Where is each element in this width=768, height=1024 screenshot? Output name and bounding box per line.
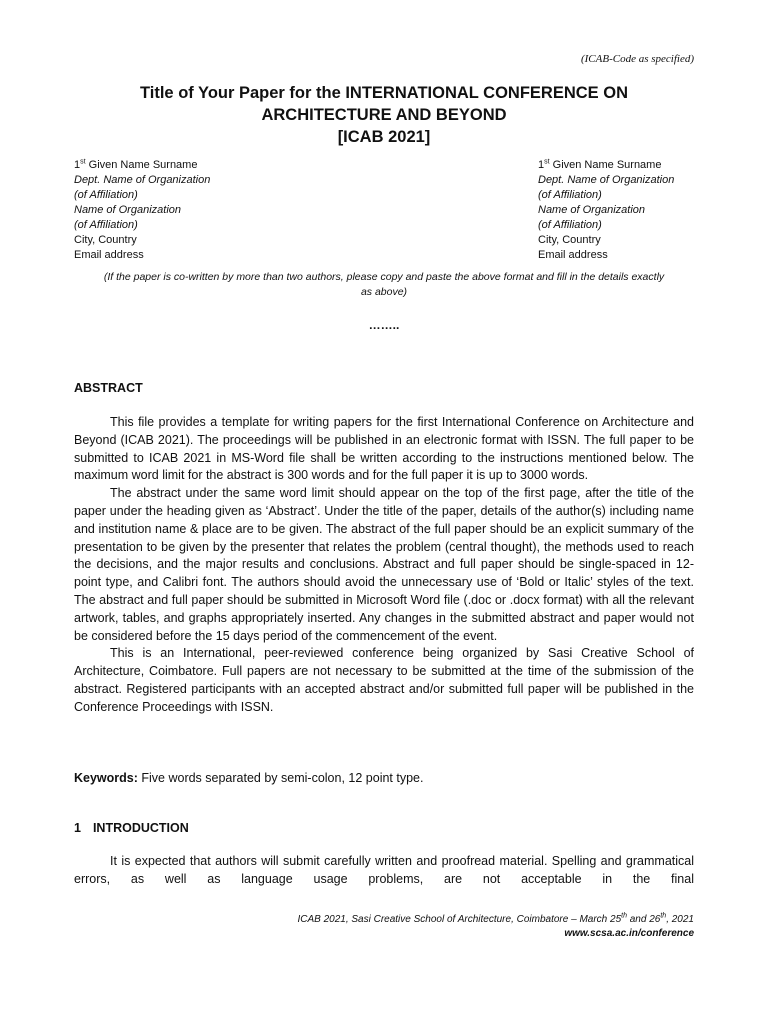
author-dept: Dept. Name of Organization xyxy=(538,174,675,186)
author-organization: Name of Organization xyxy=(74,204,181,216)
abstract-body xyxy=(74,414,694,717)
footer-url[interactable]: www.scsa.ac.in/conference xyxy=(564,928,694,939)
section-number: 1 xyxy=(74,821,81,835)
title-line-2: ARCHITECTURE AND BEYOND xyxy=(261,106,507,124)
author-affiliation: (of Affiliation) xyxy=(538,189,602,201)
page-footer xyxy=(297,913,694,941)
author-block-1 xyxy=(74,158,210,263)
author-affiliation: (of Affiliation) xyxy=(74,189,138,201)
author-name: 1st Given Name Surname xyxy=(74,158,198,171)
author-affiliation: (of Affiliation) xyxy=(74,219,138,231)
section-separator: …….. xyxy=(368,318,400,332)
introduction-paragraph: It is expected that authors will submit carefully written and proofread material. Spelling and grammatical errors, as well as language usage problems, are not acceptable in the final xyxy=(74,854,694,886)
abstract-paragraph: This is an International, peer-reviewed conference being organized by Sasi Creative School of Architecture, Coimbatore. Full papers are not necessary to be submitted at the time of the submission of the abstract. Registered participants with an accepted abstract and/or submitted full paper will be published in the Conference Proceedings with ISSN. xyxy=(74,646,694,714)
author-dept: Dept. Name of Organization xyxy=(74,174,211,186)
icab-code-note: (ICAB-Code as specified) xyxy=(580,53,694,65)
author-name: 1st Given Name Surname xyxy=(538,158,662,171)
introduction-heading xyxy=(74,821,201,835)
author-email: Email address xyxy=(74,249,144,261)
author-affiliation: (of Affiliation) xyxy=(538,219,602,231)
author-organization: Name of Organization xyxy=(538,204,645,216)
abstract-paragraph: This file provides a template for writing papers for the first International Conference on Architecture and Beyond (ICAB 2021). The proceedings will be published in an electronic format with ISSN. The full paper to be submitted to ICAB 2021 in MS-Word file shall be written according to the instructions mentioned below. The maximum word limit for the abstract is 300 words and for the full paper it is up to 3000 words. xyxy=(74,415,694,483)
keywords-text: Five words separated by semi-colon, 12 point type. xyxy=(137,771,424,785)
introduction-body xyxy=(74,853,694,889)
author-city: City, Country xyxy=(74,234,137,246)
author-city: City, Country xyxy=(538,234,601,246)
paper-title xyxy=(0,82,768,148)
title-line-1: Title of Your Paper for the INTERNATIONAL CONFERENCE ON xyxy=(139,84,628,102)
coauthor-instruction: (If the paper is co-written by more than two authors, please copy and paste the above format and fill in the details exactly as above) xyxy=(103,271,665,298)
title-line-3: [ICAB 2021] xyxy=(337,128,431,146)
keywords-line xyxy=(74,771,423,785)
keywords-label: Keywords: xyxy=(74,771,138,785)
section-title: INTRODUCTION xyxy=(92,821,189,835)
footer-conference-line: ICAB 2021, Sasi Creative School of Architecture, Coimbatore – March 25th and 26th, 2021 xyxy=(297,912,694,925)
abstract-paragraph: The abstract under the same word limit should appear on the top of the first page, after the title of the paper under the heading given as ‘Abstract’. Under the title of the paper, details of the author(s) including name and institution name & place are to be given. The abstract of the full paper should be an explicit summary of the presentation to be given by the presenter that relates the problem (central thought), the methods used to reach the decisions, and the major results and conclusions. Abstract and full paper should be single-spaced in 12-point type, and Calibri font. The authors should avoid the unnecessary use of ‘Bold or Italic’ styles of the text. The abstract and full paper should be submitted in Microsoft Word file (.doc or .docx format) with all the relevant artwork, tables, and graphs appropriately inserted. Any changes in the submitted abstract and paper would not be considered before the 15 days period of the commencement of the event. xyxy=(74,486,694,643)
author-email: Email address xyxy=(538,249,608,261)
author-block-2 xyxy=(538,158,674,263)
abstract-heading: ABSTRACT xyxy=(74,381,143,395)
